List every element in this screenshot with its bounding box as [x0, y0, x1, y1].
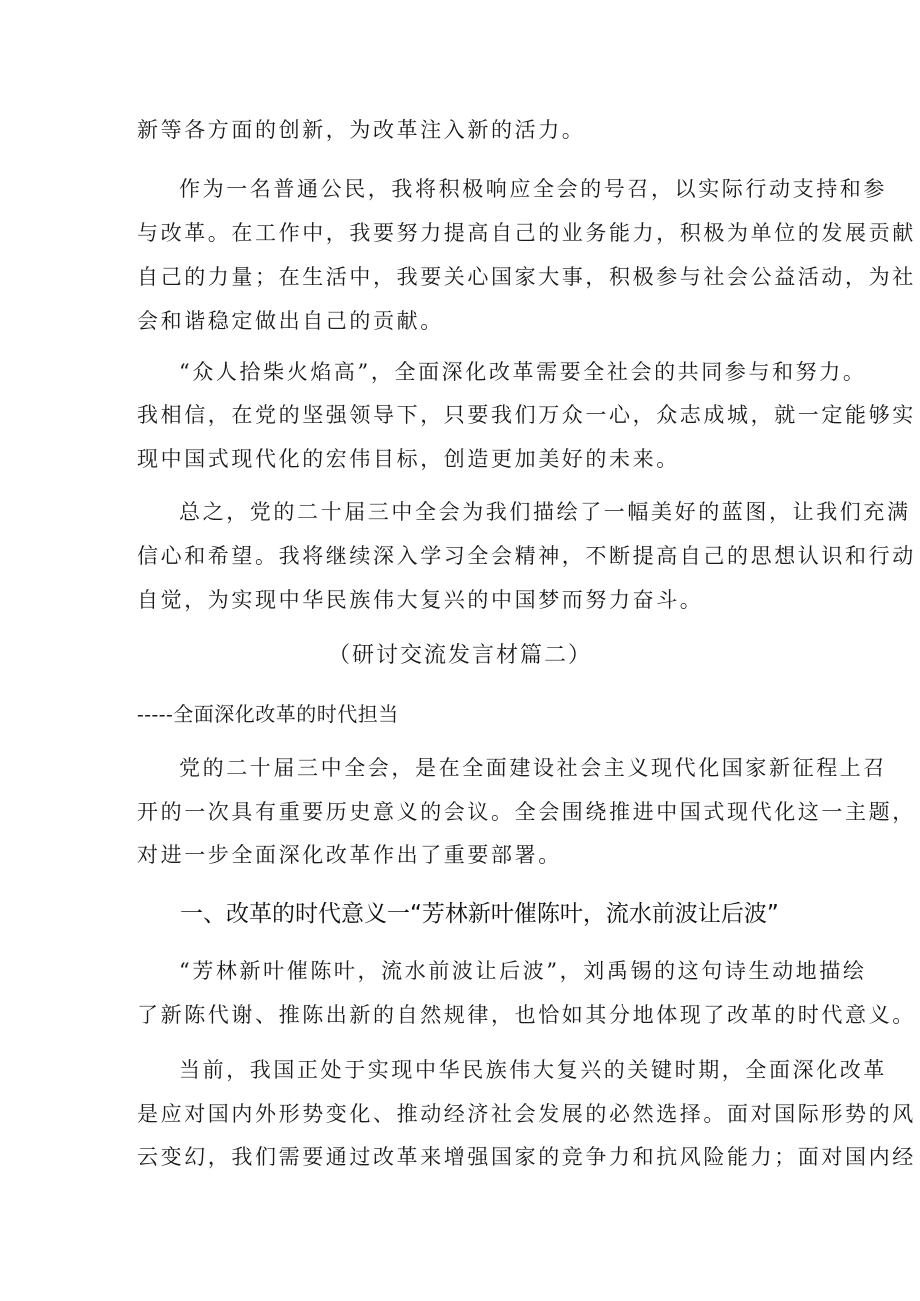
paragraph-line: 信心和希望。我将继续深入学习全会精神，不断提高自己的思想认识和行动: [137, 544, 916, 568]
section-title: （研讨交流发言材篇二）: [327, 643, 592, 668]
paragraph-line: “芳林新叶催陈叶，流水前波让后波”，刘禹锡的这句诗生动地描绘: [179, 959, 867, 983]
section-subtitle: -----全面深化改革的时代担当: [137, 702, 399, 726]
paragraph-line: 自己的力量；在生活中，我要关心国家大事，积极参与社会公益活动，为社: [137, 265, 916, 289]
paragraph-line: 与改革。在工作中，我要努力提高自己的业务能力，积极为单位的发展贡献: [137, 221, 916, 245]
paragraph-line: 总之，党的二十届三中全会为我们描绘了一幅美好的蓝图，让我们充满: [179, 500, 911, 524]
paragraph-line: 对进一步全面深化改革作出了重要部署。: [137, 843, 562, 867]
paragraph-line: 我相信，在党的坚强领导下，只要我们万众一心，众志成城，就一定能够实: [137, 403, 916, 427]
paragraph-line: 自觉，为实现中华民族伟大复兴的中国梦而努力奋斗。: [137, 588, 704, 612]
paragraph-line: 会和谐稳定做出自己的贡献。: [137, 309, 444, 333]
paragraph-line: 现中国式现代化的宏伟目标，创造更加美好的未来。: [137, 447, 680, 471]
heading-1: 一、改革的时代意义一“芳林新叶催陈叶，流水前波让后波”: [180, 901, 779, 927]
paragraph-line: 云变幻，我们需要通过改革来增强国家的竞争力和抗风险能力；面对国内经: [137, 1145, 916, 1169]
paragraph-line: 是应对国内外形势变化、推动经济社会发展的必然选择。面对国际形势的风: [137, 1102, 916, 1126]
paragraph-line: 了新陈代谢、推陈出新的自然规律，也恰如其分地体现了改革的时代意义。: [137, 1003, 916, 1027]
paragraph-line: 新等各方面的创新，为改革注入新的活力。: [137, 118, 586, 142]
paragraph-line: “众人拾柴火焰高”，全面深化改革需要全社会的共同参与和努力。: [179, 360, 867, 384]
paragraph-line: 作为一名普通公民，我将积极响应全会的号召，以实际行动支持和参: [179, 177, 887, 201]
paragraph-line: 开的一次具有重要历史意义的会议。全会围绕推进中国式现代化这一主题，: [137, 800, 916, 824]
paragraph-line: 当前，我国正处于实现中华民族伟大复兴的关键时期，全面深化改革: [179, 1058, 887, 1082]
paragraph-line: 党的二十届三中全会，是在全面建设社会主义现代化国家新征程上召: [179, 756, 887, 780]
